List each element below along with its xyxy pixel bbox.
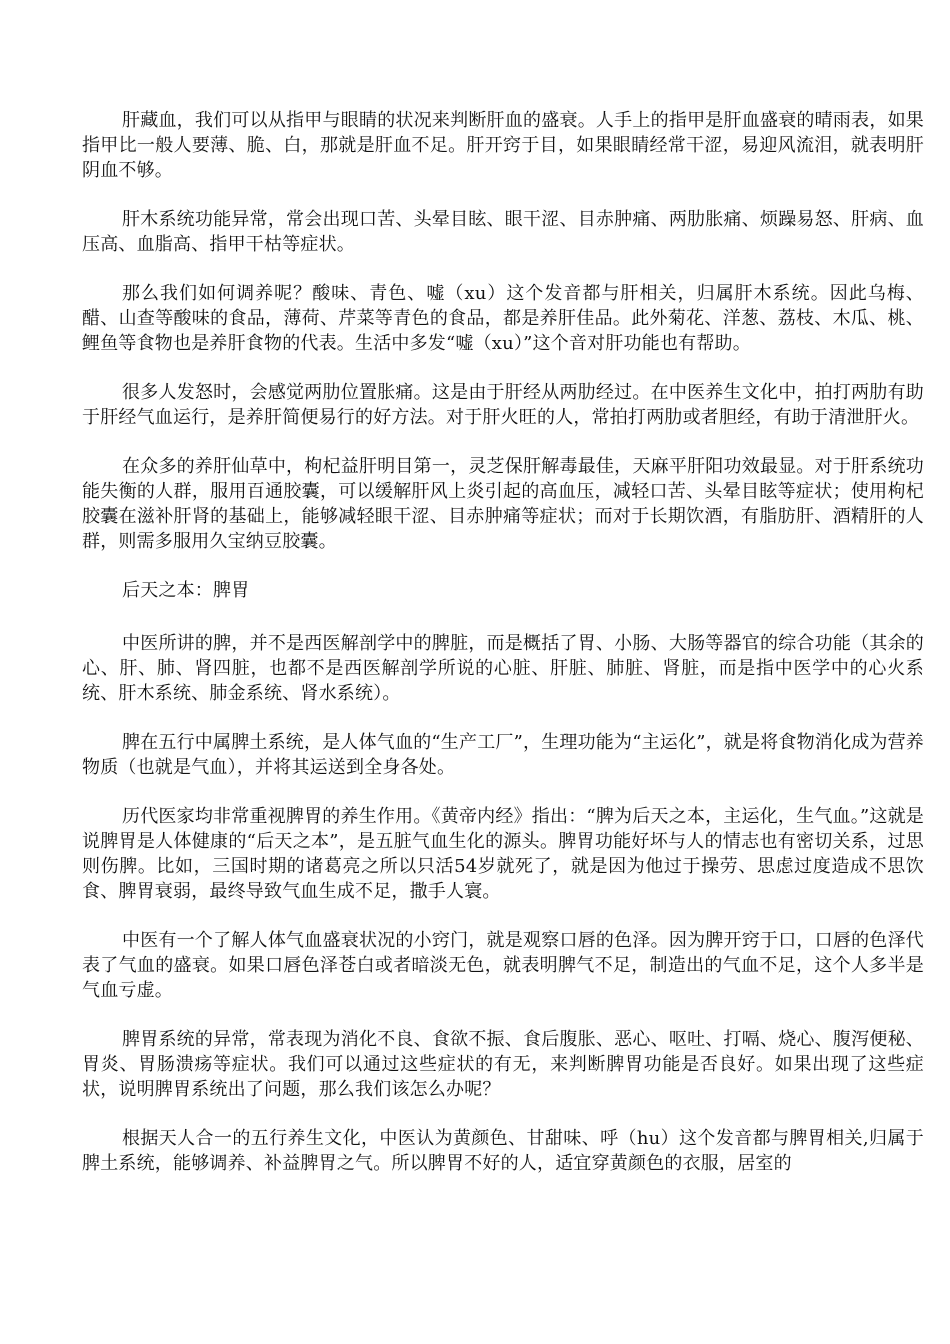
section-heading-spleen-stomach: 后天之本：脾胃 (122, 580, 250, 601)
paragraph-spleen-function: 脾在五行中属脾土系统，是人体气血的“生产工厂”，生理功能为“主运化”，就是将食物消化成为营养物质（也就是气血），并将其运送到全身各处。 (82, 732, 925, 778)
paragraph-spleen-history: 历代医家均非常重视脾胃的养生作用。《黄帝内经》指出：“脾为后天之本，主运化，生气血。”这就是说脾胃是人体健康的“后天之本”，是五脏气血生化的源头。脾胃功能好坏与人的情志也有密切关系，过思则伤脾。比如，三国时期的诸葛亮之所以只活54岁就死了，就是因为他过于操劳、思虑过度造成不思饮食、脾胃衰弱，最终导致气血生成不足，撒手人寰。 (82, 806, 924, 902)
paragraph-spleen-symptoms: 脾胃系统的异常，常表现为消化不良、食欲不振、食后腹胀、恶心、呕吐、打嗝、烧心、腹泻便秘、胃炎、胃肠溃疡等症状。我们可以通过这些症状的有无，来判断脾胃功能是否良好。如果出现了这些症状，说明脾胃系统出了问题，那么我们该怎么办呢？ (82, 1029, 924, 1100)
paragraph-liver-symptoms: 肝木系统功能异常，常会出现口苦、头晕目眩、眼干涩、目赤肿痛、两肋胀痛、烦躁易怒、肝病、血压高、血脂高、指甲干枯等症状。 (82, 209, 924, 255)
paragraph-liver-herbs: 在众多的养肝仙草中，枸杞益肝明目第一，灵芝保肝解毒最佳，天麻平肝阳功效最显。对于肝系统功能失衡的人群，服用百通胶囊，可以缓解肝风上炎引起的高血压，减轻口苦、头晕目眩等症状；使用枸杞胶囊在滋补肝肾的基础上，能够减轻眼干涩、目赤肿痛等症状；而对于长期饮酒，有脂肪肝、酒精肝的人群，则需多服用久宝纳豆胶囊。 (82, 456, 924, 552)
paragraph-spleen-care: 根据天人合一的五行养生文化，中医认为黄颜色、甘甜味、呼（hu）这个发音都与脾胃相关,归属于脾土系统，能够调养、补益脾胃之气。所以脾胃不好的人，适宜穿黄颜色的衣服，居室的 (82, 1128, 924, 1174)
paragraph-liver-care: 那么我们如何调养呢？酸味、青色、嘘（xu）这个发音都与肝相关，归属肝木系统。因此乌梅、醋、山查等酸味的食品，薄荷、芹菜等青色的食品，都是养肝佳品。此外菊花、洋葱、荔枝、木瓜、桃、鲤鱼等食物也是养肝食物的代表。生活中多发“嘘（xu）”这个音对肝功能也有帮助。 (82, 283, 924, 354)
paragraph-spleen-definition: 中医所讲的脾，并不是西医解剖学中的脾脏，而是概括了胃、小肠、大肠等器官的综合功能（其余的心、肝、肺、肾四脏，也都不是西医解剖学所说的心脏、肝脏、肺脏、肾脏，而是指中医学中的心火系统、肝木系统、肺金系统、肾水系统）。 (82, 633, 924, 704)
paragraph-liver-tapping: 很多人发怒时，会感觉两肋位置胀痛。这是由于肝经从两肋经过。在中医养生文化中，拍打两肋有助于肝经气血运行，是养肝简便易行的好方法。对于肝火旺的人，常拍打两肋或者胆经，有助于清泄肝火。 (82, 382, 924, 428)
paragraph-liver-blood: 肝藏血，我们可以从指甲与眼睛的状况来判断肝血的盛衰。人手上的指甲是肝血盛衰的晴雨表，如果指甲比一般人要薄、脆、白，那就是肝血不足。肝开窍于目，如果眼睛经常干涩，易迎风流泪，就表明肝阴血不够。 (82, 110, 924, 181)
document-body (82, 108, 924, 1200)
paragraph-lip-color: 中医有一个了解人体气血盛衰状况的小窍门，就是观察口唇的色泽。因为脾开窍于口，口唇的色泽代表了气血的盛衰。如果口唇色泽苍白或者暗淡无色，就表明脾气不足，制造出的气血不足，这个人多半是气血亏虚。 (82, 930, 924, 1001)
